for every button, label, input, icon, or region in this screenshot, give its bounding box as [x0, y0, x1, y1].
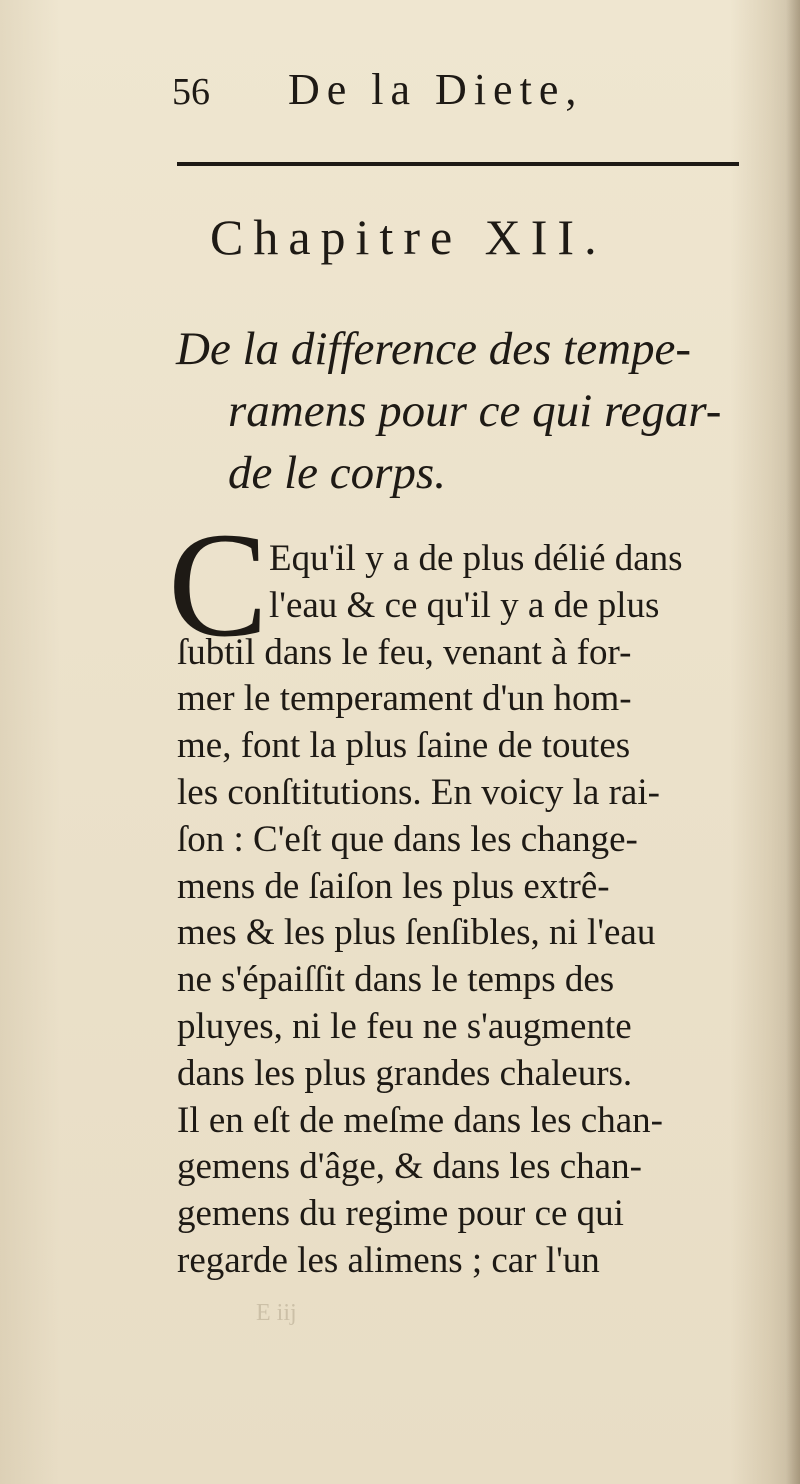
text-line: ſubtil dans le feu, venant à for- [177, 631, 632, 673]
page-header [172, 64, 752, 124]
text-line: pluyes, ni le feu ne s'augmente [177, 1005, 632, 1047]
text-line: mes & les plus ſenſibles, ni l'eau [177, 912, 656, 954]
page-edge-shadow [786, 0, 800, 1484]
text-line: Il en eſt de meſme dans les chan- [177, 1099, 663, 1141]
text-line: Equ'il y a de plus délié dans [269, 538, 683, 579]
page-number: 56 [172, 71, 210, 113]
text-line: l'eau & ce qu'il y a de plus [269, 584, 660, 626]
drop-cap: C [168, 502, 269, 668]
running-head: De la Diete, [288, 65, 584, 114]
text-line: mer le temperament d'un hom- [177, 678, 632, 720]
text-line: les conſtitutions. En voicy la rai- [177, 771, 660, 813]
heading-line: ramens pour ce qui regar- [228, 385, 722, 437]
text-line: me, font la plus ſaine de toutes [177, 725, 631, 767]
chapter-heading [176, 318, 776, 504]
chapter-title: Chapitre XII. [210, 209, 607, 265]
text-line: ſon : C'eſt que dans les change- [177, 818, 638, 860]
text-line: dans les plus grandes chaleurs. [177, 1052, 633, 1094]
heading-line: de le corps. [228, 447, 446, 499]
text-line: ne s'épaiſſit dans le temps des [177, 959, 615, 1001]
header-rule [177, 162, 739, 166]
signature-mark: E iij [256, 1300, 297, 1326]
body-text [177, 536, 767, 1285]
text-line: regarde les alimens ; car l'un [177, 1239, 600, 1281]
text-line: gemens du regime pour ce qui [177, 1193, 624, 1235]
text-line: gemens d'âge, & dans les chan- [177, 1146, 642, 1188]
heading-line: De la difference des tempe- [176, 323, 692, 375]
text-line: mens de ſaiſon les plus extrê- [177, 865, 610, 907]
